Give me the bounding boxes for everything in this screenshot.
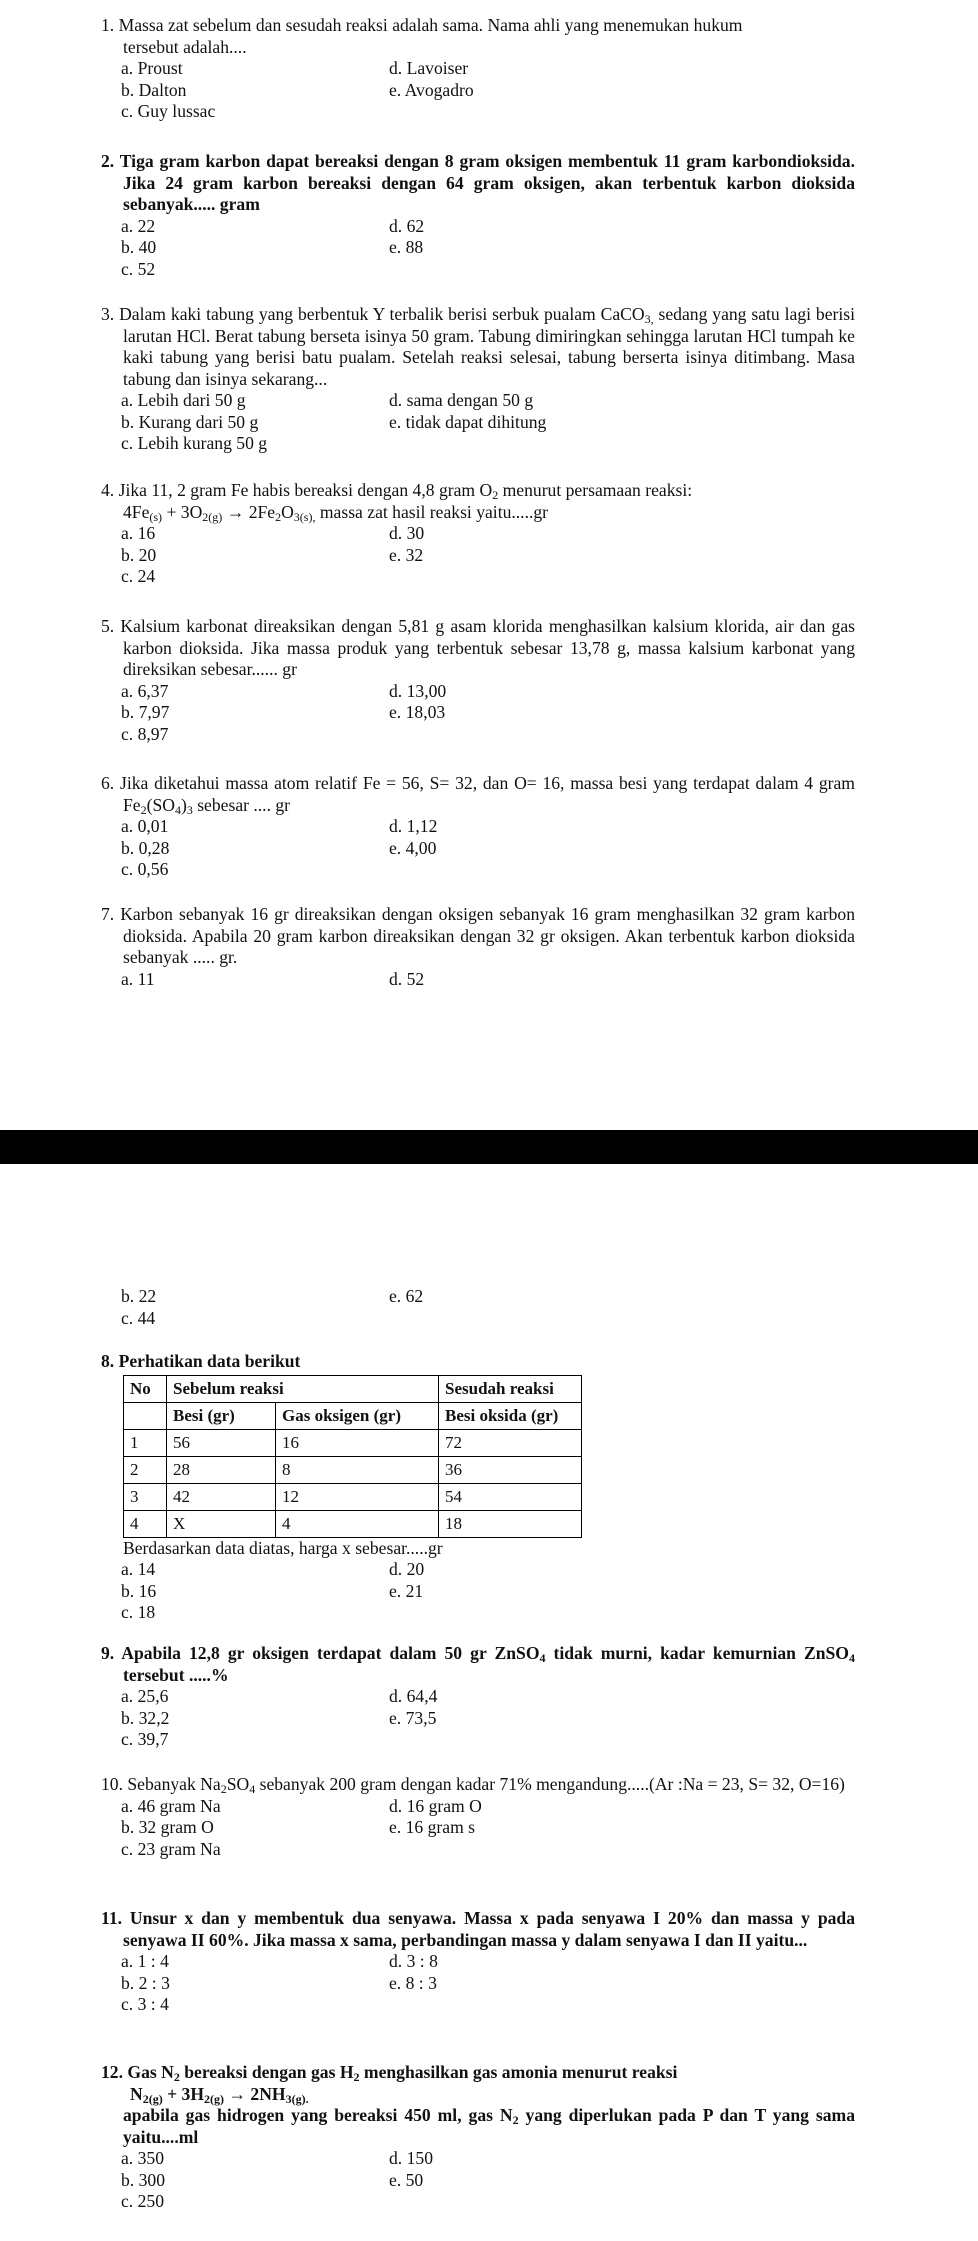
option-c[interactable]: c. 24 bbox=[121, 566, 156, 586]
answer-options bbox=[121, 1951, 855, 2016]
answer-options bbox=[121, 1686, 855, 1751]
option-d[interactable]: d. Lavoiser bbox=[389, 58, 469, 78]
option-b[interactable]: b. 300 bbox=[121, 2169, 165, 2190]
answer-options bbox=[121, 216, 855, 281]
option-d[interactable]: d. 13,00 bbox=[389, 680, 447, 701]
data-table bbox=[123, 1375, 582, 1538]
option-e[interactable]: e. 8 : 3 bbox=[389, 1972, 437, 1993]
answer-options bbox=[121, 1559, 855, 1624]
answer-options bbox=[121, 816, 855, 881]
option-d[interactable]: d. 3 : 8 bbox=[389, 1951, 438, 1971]
table-row: 1 56 16 72 bbox=[124, 1429, 582, 1456]
option-d[interactable]: d. 62 bbox=[389, 215, 425, 236]
option-a[interactable]: a. 14 bbox=[121, 1559, 156, 1579]
answer-options bbox=[121, 2148, 855, 2213]
option-b[interactable]: b. 32,2 bbox=[121, 1707, 170, 1728]
answer-options bbox=[121, 523, 855, 588]
option-d[interactable]: d. 52 bbox=[389, 968, 425, 989]
option-c[interactable]: c. 250 bbox=[121, 2191, 164, 2211]
question-text: 10. Sebanyak $Na_2SO_4$ sebanyak 200 gram dengan kadar 71% mengandung.....(Ar :Na = 23, S= 32, O=16) bbox=[101, 1774, 845, 1796]
option-a[interactable]: a. 1 : 4 bbox=[121, 1951, 169, 1971]
question-text: 5. Kalsium karbonat direaksikan dengan 5,81 g asam klorida menghasilkan kalsium klorida, air dan gas karbon dioksida. Jika massa produk yang terbentuk sebesar 13,78 g, massa kalsium karbonat yang direksikan sebesar...... gr bbox=[101, 616, 855, 679]
option-e[interactable]: e. 32 bbox=[389, 544, 424, 565]
option-e[interactable]: e. 73,5 bbox=[389, 1707, 437, 1728]
header-iron: Besi (gr) bbox=[167, 1402, 276, 1429]
reaction-equation: $N_{2(g)} + 3H_{2(g)} \to 2NH_{3(g).}$ bbox=[130, 2083, 309, 2106]
option-c[interactable]: c. Lebih kurang 50 g bbox=[121, 433, 268, 453]
option-c[interactable]: c. 18 bbox=[121, 1602, 156, 1622]
option-b[interactable]: b. 22 bbox=[121, 1286, 157, 1306]
option-b[interactable]: b. 2 : 3 bbox=[121, 1972, 170, 1993]
option-b[interactable]: b. 16 bbox=[121, 1580, 157, 1601]
question-text: 11. Unsur x dan y membentuk dua senyawa. Massa x pada senyawa I 20% dan massa y pada senyawa II 60%. Jika massa x sama, perbandingan massa y dalam senyawa I dan II yaitu... bbox=[101, 1908, 855, 1950]
question-text: 9. Apabila 12,8 gr oksigen terdapat dalam 50 gr ZnSO$_4$ tidak murni, kadar kemurnian ZnSO$_4$ tersebut .....% bbox=[101, 1643, 855, 1685]
question-text: 7. Karbon sebanyak 16 gr direaksikan dengan oksigen sebanyak 16 gram menghasilkan 32 gram karbon dioksida. Apabila 20 gram karbon direaksikan dengan 32 gr oksigen. Akan terbentuk karbon dioksida sebanyak ..... gr. bbox=[101, 904, 855, 967]
question-11 bbox=[101, 1908, 855, 2016]
option-c[interactable]: c. 52 bbox=[121, 258, 156, 279]
option-c[interactable]: c. 3 : 4 bbox=[121, 1994, 169, 2014]
answer-options bbox=[121, 390, 855, 455]
question-7 bbox=[101, 904, 855, 990]
option-b[interactable]: b. Kurang dari 50 g bbox=[121, 411, 259, 432]
question-text: 6. Jika diketahui massa atom relatif Fe = 56, S= 32, dan O= 16, massa besi yang terdapat dalam 4 gram $Fe_2(SO_4)_3$ sebesar .... gr bbox=[101, 773, 855, 817]
answer-options bbox=[121, 1796, 855, 1861]
option-b[interactable]: b. 32 gram O bbox=[121, 1817, 214, 1837]
question-1 bbox=[101, 15, 855, 123]
table-row: 4 X 4 18 bbox=[124, 1510, 582, 1537]
question-5 bbox=[101, 616, 855, 745]
header-after: Sesudah reaksi bbox=[439, 1375, 582, 1402]
option-a[interactable]: a. 25,6 bbox=[121, 1686, 169, 1706]
option-b[interactable]: b. Dalton bbox=[121, 79, 187, 100]
question-text: Berdasarkan data diatas, harga x sebesar.....gr bbox=[123, 1537, 443, 1558]
option-e[interactable]: e. 16 gram s bbox=[389, 1817, 475, 1837]
header-blank bbox=[124, 1402, 167, 1429]
question-4 bbox=[101, 480, 855, 588]
question-text: 12. Gas $N_2$ bereaksi dengan gas $H_2$ menghasilkan gas amonia menurut reaksi bbox=[101, 2062, 678, 2084]
option-c[interactable]: c. 44 bbox=[121, 1307, 156, 1328]
option-d[interactable]: d. 1,12 bbox=[389, 816, 438, 836]
table-row: 3 42 12 54 bbox=[124, 1483, 582, 1510]
question-text: 1. Massa zat sebelum dan sesudah reaksi adalah sama. Nama ahli yang menemukan hukum bbox=[101, 15, 743, 35]
reaction-equation: $4Fe_{(s)} + 3O_{2(g)} \to 2Fe_2O_{3(s),}$ massa zat hasil reaksi yaitu.....gr bbox=[123, 501, 549, 524]
question-12 bbox=[101, 2062, 855, 2213]
option-c[interactable]: c. 39,7 bbox=[121, 1729, 169, 1749]
option-a[interactable]: a. Proust bbox=[121, 58, 183, 78]
answer-options bbox=[121, 58, 855, 123]
page-break-band bbox=[0, 1130, 978, 1164]
question-title: 8. Perhatikan data berikut bbox=[101, 1351, 301, 1371]
question-8 bbox=[101, 1351, 855, 1624]
question-10 bbox=[101, 1774, 855, 1860]
answer-options bbox=[121, 681, 855, 746]
option-a[interactable]: a. 22 bbox=[121, 215, 156, 236]
option-a[interactable]: a. 16 bbox=[121, 523, 156, 543]
option-a[interactable]: a. 0,01 bbox=[121, 816, 169, 836]
question-9 bbox=[101, 1643, 855, 1751]
option-d[interactable]: d. 64,4 bbox=[389, 1686, 438, 1706]
question-text-continued: tersebut adalah.... bbox=[123, 36, 247, 57]
option-d[interactable]: d. 16 gram O bbox=[389, 1795, 482, 1816]
option-a[interactable]: a. 46 gram Na bbox=[121, 1795, 221, 1816]
option-d[interactable]: d. 30 bbox=[389, 523, 425, 543]
option-e[interactable]: e. 50 bbox=[389, 2169, 424, 2190]
question-6 bbox=[101, 773, 855, 881]
option-e[interactable]: e. Avogadro bbox=[389, 79, 474, 100]
option-c[interactable]: c. 0,56 bbox=[121, 859, 169, 879]
option-e[interactable]: e. 4,00 bbox=[389, 837, 437, 858]
header-before: Sebelum reaksi bbox=[167, 1375, 439, 1402]
option-e[interactable]: e. tidak dapat dihitung bbox=[389, 411, 547, 432]
option-d[interactable]: d. sama dengan 50 g bbox=[389, 390, 534, 410]
option-e[interactable]: e. 21 bbox=[389, 1580, 424, 1601]
answer-options bbox=[121, 1286, 855, 1329]
question-7-continued bbox=[101, 1286, 855, 1329]
option-d[interactable]: d. 20 bbox=[389, 1559, 425, 1579]
question-text: 2. Tiga gram karbon dapat bereaksi dengan 8 gram oksigen membentuk 11 gram karbondioksida. Jika 24 gram karbon bereaksi dengan 64 gram oksigen, akan terbentuk karbon dioksida sebanyak..... gram bbox=[101, 151, 855, 214]
option-c[interactable]: c. 23 gram Na bbox=[121, 1838, 221, 1859]
option-e[interactable]: e. 88 bbox=[389, 237, 424, 257]
question-text: 3. Dalam kaki tabung yang berbentuk Y terbalik berisi serbuk pualam CaCO$_{3,}$ sedang yang satu lagi berisi larutan HCl. Berat tabung berseta isinya 50 gram. Tabung dimiringkan sehingga larutan HCl tumpah ke kaki tabung yang berisi batu pualam. Setelah reaksi selesai, tabung berserta isinya ditimbang. Masa tabung dan isinya sekarang... bbox=[101, 304, 855, 389]
option-a[interactable]: a. Lebih dari 50 g bbox=[121, 390, 246, 410]
option-b[interactable]: b. 20 bbox=[121, 544, 157, 565]
option-c[interactable]: c. 8,97 bbox=[121, 723, 169, 744]
option-e[interactable]: e. 62 bbox=[389, 1286, 424, 1306]
option-d[interactable]: d. 150 bbox=[389, 2148, 433, 2168]
header-no: No bbox=[124, 1375, 167, 1402]
header-oxide: Besi oksida (gr) bbox=[439, 1402, 582, 1429]
option-a[interactable]: a. 11 bbox=[121, 968, 155, 989]
option-b[interactable]: b. 7,97 bbox=[121, 702, 170, 722]
option-c[interactable]: c. Guy lussac bbox=[121, 101, 216, 121]
option-a[interactable]: a. 6,37 bbox=[121, 680, 169, 701]
question-2 bbox=[101, 151, 855, 280]
question-text: 4. Jika 11, 2 gram Fe habis bereaksi dengan 4,8 gram $O_2$ menurut persamaan reaksi: bbox=[101, 480, 693, 502]
table-row: 2 28 8 36 bbox=[124, 1456, 582, 1483]
header-oxygen: Gas oksigen (gr) bbox=[276, 1402, 439, 1429]
option-a[interactable]: a. 350 bbox=[121, 2148, 164, 2168]
question-3 bbox=[101, 304, 855, 455]
option-b[interactable]: b. 40 bbox=[121, 237, 157, 257]
answer-options bbox=[121, 969, 855, 991]
option-b[interactable]: b. 0,28 bbox=[121, 837, 170, 858]
option-e[interactable]: e. 18,03 bbox=[389, 702, 446, 722]
question-text-continued: apabila gas hidrogen yang bereaksi 450 ml, gas $N_2$ yang diperlukan pada P dan T yang sama yaitu....ml bbox=[123, 2105, 855, 2147]
